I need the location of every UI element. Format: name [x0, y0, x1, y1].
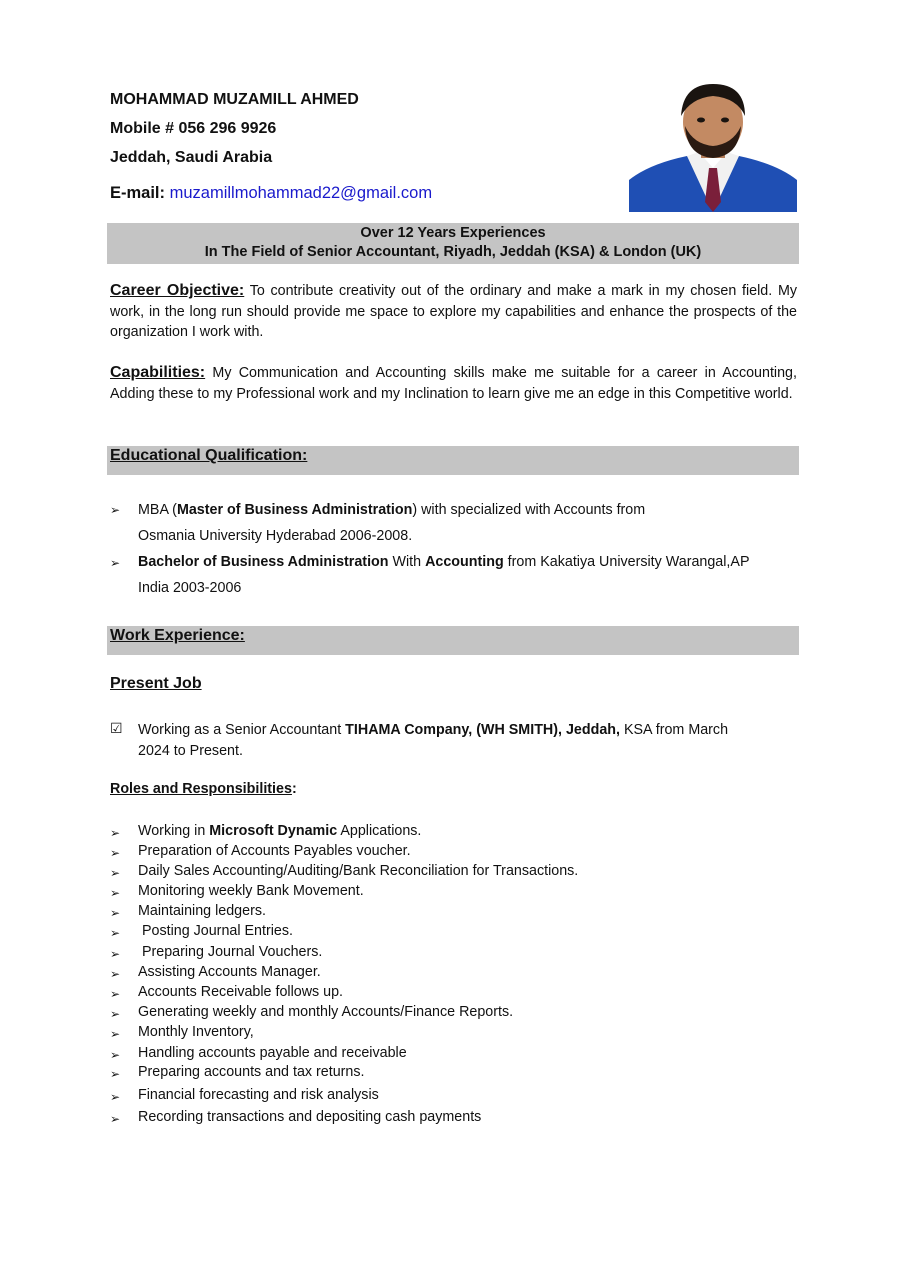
roles-title: Roles and Responsibilities [110, 781, 292, 797]
career-objective-text: To contribute creativity out of the ordinary and make a mark in my chosen field. My work, in the long run should provide me space to explore my capabilities and enhance the prospects of the organization I work with. [110, 283, 797, 341]
banner-line-1: Over 12 Years Experiences [360, 225, 546, 241]
present-job-prefix: Working as a Senior Accountant [138, 722, 346, 738]
profile-photo [629, 82, 797, 212]
arrow-bullet-icon: ➢ [110, 1090, 121, 1104]
list-item: Financial forecasting and risk analysis [138, 1087, 379, 1103]
education-title: Educational Qualification: [110, 447, 308, 464]
arrow-bullet-icon: ➢ [110, 906, 121, 920]
list-item: Preparing Journal Vouchers. [138, 944, 323, 960]
arrow-bullet-icon: ➢ [110, 1007, 121, 1021]
list-item: Preparing accounts and tax returns. [138, 1064, 365, 1080]
bba-years: India 2003-2006 [138, 580, 242, 596]
bba-suffix: from Kakatiya University Warangal,AP [503, 554, 750, 570]
checkbox-icon: ☑ [110, 720, 123, 736]
arrow-bullet-icon: ➢ [110, 503, 121, 517]
role-suffix: Applications. [337, 823, 422, 839]
capabilities-label: Capabilities: [110, 364, 206, 381]
mba-prefix: MBA ( [138, 502, 177, 518]
arrow-bullet-icon: ➢ [110, 947, 121, 961]
arrow-bullet-icon: ➢ [110, 866, 121, 880]
bba-major: Accounting [425, 554, 504, 570]
capabilities [110, 363, 797, 404]
list-item: Daily Sales Accounting/Auditing/Bank Reconciliation for Transactions. [138, 863, 579, 879]
career-objective-label: Career Objective: [110, 282, 245, 299]
education-item-mba [138, 497, 800, 549]
arrow-bullet-icon: ➢ [110, 846, 121, 860]
roles-colon: : [291, 781, 297, 797]
arrow-bullet-icon: ➢ [110, 556, 121, 570]
education-item-bba [138, 549, 800, 601]
bba-mid: With [388, 554, 426, 570]
candidate-name: MOHAMMAD MUZAMILL AHMED [110, 91, 359, 108]
arrow-bullet-icon: ➢ [110, 1112, 121, 1126]
list-item: Posting Journal Entries. [138, 923, 293, 939]
arrow-bullet-icon: ➢ [110, 1027, 121, 1041]
capabilities-text: My Communication and Accounting skills make me suitable for a career in Accounting, Adding these to my Professional work and my Inclination to learn give me an edge in this Competitive world. [110, 365, 797, 402]
list-item: Handling accounts payable and receivable [138, 1045, 407, 1061]
mba-degree: Master of Business Administration [176, 502, 413, 518]
present-job-heading: Present Job [110, 675, 202, 692]
present-job-dates: 2024 to Present. [138, 742, 243, 759]
arrow-bullet-icon: ➢ [110, 967, 121, 981]
email-label: E-mail: [110, 184, 166, 202]
arrow-bullet-icon: ➢ [110, 1048, 121, 1062]
work-title: Work Experience: [110, 627, 245, 644]
mba-university: Osmania University Hyderabad 2006-2008. [138, 528, 413, 544]
banner-line-2: In The Field of Senior Accountant, Riyadh, Jeddah (KSA) & London (UK) [204, 244, 702, 260]
bba-degree: Bachelor of Business Administration [138, 554, 389, 570]
present-job-text [138, 720, 800, 761]
email-line [110, 184, 432, 203]
arrow-bullet-icon: ➢ [110, 1067, 121, 1081]
education-section-bar [107, 446, 799, 475]
list-item [138, 821, 421, 841]
list-item: Generating weekly and monthly Accounts/Finance Reports. [138, 1004, 514, 1020]
arrow-bullet-icon: ➢ [110, 926, 121, 940]
arrow-bullet-icon: ➢ [110, 886, 121, 900]
email-link[interactable]: muzamillmohammad22@gmail.com [169, 184, 433, 202]
list-item: Monthly Inventory, [138, 1024, 254, 1040]
arrow-bullet-icon: ➢ [110, 987, 121, 1001]
roles-heading [110, 781, 297, 797]
present-job-suffix: KSA from March [619, 722, 729, 738]
mba-suffix: ) with specialized with Accounts from [412, 502, 646, 518]
list-item: Preparation of Accounts Payables voucher. [138, 843, 411, 859]
location: Jeddah, Saudi Arabia [110, 149, 273, 166]
list-item: Maintaining ledgers. [138, 903, 266, 919]
role-prefix: Working in [138, 823, 210, 839]
list-item: Monitoring weekly Bank Movement. [138, 883, 364, 899]
list-item: Accounts Receivable follows up. [138, 984, 344, 1000]
experience-banner [107, 223, 799, 264]
mobile-number: Mobile # 056 296 9926 [110, 120, 277, 137]
list-item: Assisting Accounts Manager. [138, 964, 321, 980]
present-company: TIHAMA Company, (WH SMITH), Jeddah, [345, 722, 620, 738]
arrow-bullet-icon: ➢ [110, 826, 121, 840]
role-software: Microsoft Dynamic [209, 823, 338, 839]
list-item: Recording transactions and depositing cash payments [138, 1109, 482, 1125]
career-objective [110, 281, 797, 343]
work-section-bar [107, 626, 799, 655]
